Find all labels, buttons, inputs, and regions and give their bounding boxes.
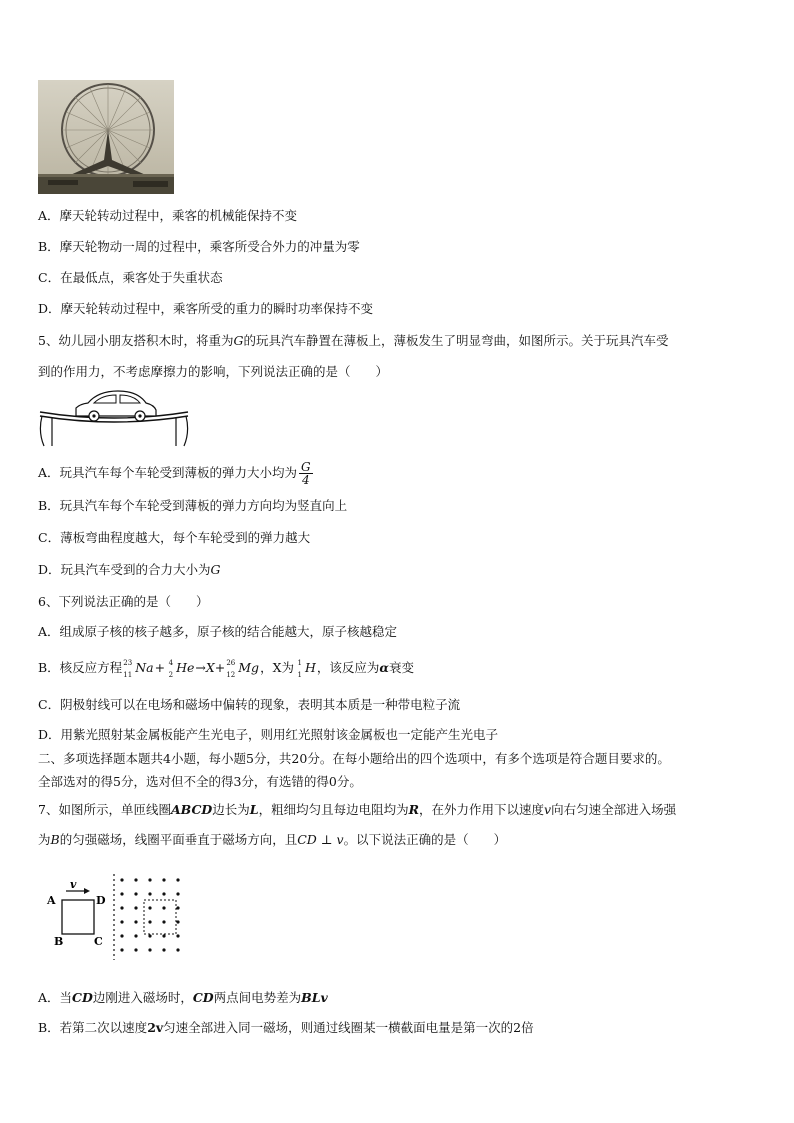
q6-option-b: B．核反应方程 23 11 Na+ 4 2 He→X+ 26 12 Mg，X为 1 1 H，该反应为α衰变 xyxy=(38,659,415,679)
section2-scoring: 全部选对的得5分，选对但不全的得3分，有选错的得0分。 xyxy=(38,774,362,789)
field-dot xyxy=(120,934,123,937)
q6-option-a: A．组成原子核的核子越多，原子核的结合能越大，原子核越稳定 xyxy=(38,624,398,639)
field-dot xyxy=(162,934,165,937)
field-dot xyxy=(120,892,123,895)
field-dot xyxy=(176,878,179,881)
coil-label-a: A xyxy=(47,894,56,907)
field-dot xyxy=(148,920,151,923)
field-dot xyxy=(162,892,165,895)
field-dot xyxy=(176,920,179,923)
q5-option-b: B．玩具汽车每个车轮受到薄板的弹力方向均为竖直向上 xyxy=(38,498,348,513)
q6-stem: 6、下列说法正确的是（ ） xyxy=(38,594,209,609)
coil-label-b: B xyxy=(54,935,64,948)
q5-stem-line1: 5、幼儿园小朋友搭积木时，将重为G的玩具汽车静置在薄板上，薄板发生了明显弯曲，如图所示。关于玩具汽车受 xyxy=(38,333,669,348)
nuclide-mg: 26 12 Mg xyxy=(226,659,260,679)
field-dot xyxy=(162,878,165,881)
field-dot xyxy=(120,878,123,881)
nuclide-he: 4 2 He xyxy=(168,659,195,679)
q5-option-d: D．玩具汽车受到的合力大小为G xyxy=(38,562,221,577)
q5-option-a: A．玩具汽车每个车轮受到薄板的弹力大小均为 $\frac{G}{4}$ xyxy=(38,460,311,487)
field-dot xyxy=(162,920,165,923)
coil-magnetic-field-figure xyxy=(44,872,194,962)
q4-option-b: B．摩天轮物动一周的过程中，乘客所受合外力的冲量为零 xyxy=(38,239,360,254)
field-dot xyxy=(176,948,179,951)
field-dot xyxy=(134,892,137,895)
field-dot xyxy=(134,878,137,881)
coil-label-d: D xyxy=(96,894,106,907)
field-dot xyxy=(176,906,179,909)
field-dot xyxy=(120,920,123,923)
nuclide-na: 23 11 Na xyxy=(123,659,154,679)
field-dot xyxy=(162,948,165,951)
q7-stem-line2: 为B的匀强磁场，线圈平面垂直于磁场方向，且CD ⊥ v。以下说法正确的是（ ） xyxy=(38,832,507,847)
field-dot xyxy=(148,878,151,881)
q7-option-a: A．当CD边刚进入磁场时，CD两点间电势差为BLv xyxy=(38,990,328,1005)
q7-stem-line1: 7、如图所示，单匝线圈ABCD边长为L，粗细均匀且每边电阻均为R，在外力作用下以速度v向右匀速全部进入场强 xyxy=(38,802,677,817)
q4-option-d: D．摩天轮转动过程中，乘客所受的重力的瞬时功率保持不变 xyxy=(38,301,374,316)
section2-heading: 二、多项选择题本题共4小题，每小题5分，共20分。在每小题给出的四个选项中，有多个选项是符合题目要求的。 xyxy=(38,751,670,766)
q5-stem-line2: 到的作用力，不考虑摩擦力的影响，下列说法正确的是（ ） xyxy=(38,364,389,379)
q5-option-c: C．薄板弯曲程度越大，每个车轮受到的弹力越大 xyxy=(38,530,311,545)
field-dot xyxy=(134,934,137,937)
field-dot xyxy=(120,948,123,951)
field-dot xyxy=(134,948,137,951)
field-dot xyxy=(148,906,151,909)
coil-dashed-position xyxy=(144,900,176,934)
q6-option-d: D．用紫光照射某金属板能产生光电子，则用红光照射该金属板也一定能产生光电子 xyxy=(38,727,499,742)
field-dot xyxy=(120,906,123,909)
field-dot xyxy=(162,906,165,909)
field-dot xyxy=(148,948,151,951)
toy-car-figure xyxy=(38,388,190,450)
field-dot xyxy=(148,892,151,895)
field-dot xyxy=(134,906,137,909)
nuclide-h: 1 1 H xyxy=(297,659,316,679)
q4-option-a: A．摩天轮转动过程中，乘客的机械能保持不变 xyxy=(38,208,298,223)
ferris-wheel-photo xyxy=(38,80,174,194)
fraction-g-over-4: $\frac{G}{4}$ xyxy=(301,460,311,487)
velocity-label: v xyxy=(70,878,77,891)
q7-option-b: B．若第二次以速度2v匀速全部进入同一磁场，则通过线圈某一横截面电量是第一次的2倍 xyxy=(38,1020,534,1035)
field-dot xyxy=(176,892,179,895)
field-dot xyxy=(148,934,151,937)
field-dot xyxy=(134,920,137,923)
coil-label-c: C xyxy=(94,935,103,948)
q4-option-c: C．在最低点，乘客处于失重状态 xyxy=(38,270,223,285)
q6-option-c: C．阴极射线可以在电场和磁场中偏转的现象，表明其本质是一种带电粒子流 xyxy=(38,697,461,712)
field-dot xyxy=(176,934,179,937)
magnetic-field-dots xyxy=(120,878,179,951)
